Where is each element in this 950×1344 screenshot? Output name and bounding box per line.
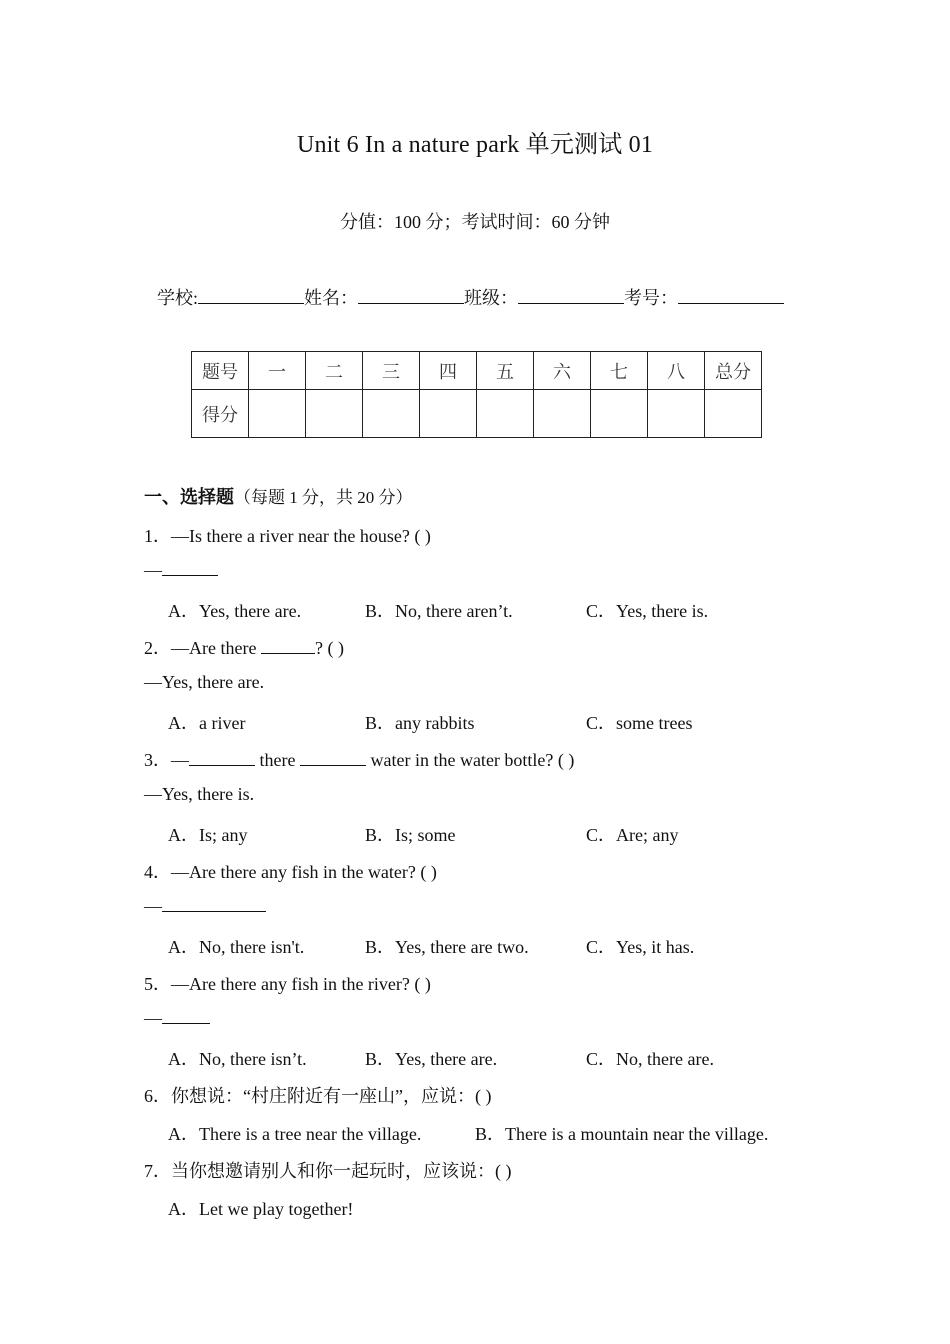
score-cell[interactable] — [534, 390, 591, 438]
number-label: 考号： — [624, 288, 679, 308]
score-table-header-cell: 二 — [306, 352, 363, 390]
q7-option-a: A．Let we play together! — [168, 1199, 354, 1219]
student-info-line — [157, 284, 784, 310]
q2-text-end: ? ( ) — [314, 638, 344, 658]
q4-option-b: B．Yes, there are two. — [365, 937, 529, 957]
q2-option-b: B．any rabbits — [365, 713, 475, 733]
score-table-header-cell: 三 — [363, 352, 420, 390]
q1-option-c: C．Yes, there is. — [586, 601, 709, 621]
score-cell[interactable] — [420, 390, 477, 438]
score-cell[interactable] — [249, 390, 306, 438]
answer-dash: — — [144, 560, 162, 580]
school-label: 学校: — [157, 288, 199, 308]
score-cell[interactable] — [591, 390, 648, 438]
answer-line-2: —Yes, there are. — [144, 672, 265, 692]
score-table-header-cell: 四 — [420, 352, 477, 390]
q2-option-c: C．some trees — [586, 713, 693, 733]
score-info: 分值：100 分；考试时间：60 分钟 — [340, 212, 610, 232]
q3-text-end: water in the water bottle? ( ) — [365, 750, 575, 770]
q4-option-c: C．Yes, it has. — [586, 937, 695, 957]
score-table-header-cell: 一 — [249, 352, 306, 390]
score-table-header-cell: 题号 — [192, 352, 249, 390]
answer-line-4 — [144, 896, 266, 917]
question-1: 1．—Is there a river near the house? ( ) — [144, 526, 431, 546]
answer-blank — [162, 1008, 210, 1024]
q3-option-a: A．Is; any — [168, 825, 248, 845]
score-table-header-cell: 七 — [591, 352, 648, 390]
q1-option-a: A．Yes, there are. — [168, 601, 302, 621]
answer-line-1 — [144, 560, 218, 581]
section-title: 一、选择题 — [144, 487, 234, 507]
score-table-header-cell: 总分 — [705, 352, 762, 390]
school-blank — [198, 286, 304, 304]
score-cell[interactable] — [477, 390, 534, 438]
q5-option-a: A．No, there isn’t. — [168, 1049, 307, 1069]
section-heading — [144, 483, 413, 509]
number-blank — [678, 286, 784, 304]
class-label: 班级： — [464, 288, 519, 308]
score-table-header-cell: 五 — [477, 352, 534, 390]
q2-text-start: 2．—Are there — [144, 638, 261, 658]
score-cell[interactable] — [306, 390, 363, 438]
q3-option-b: B．Is; some — [365, 825, 456, 845]
q2-option-a: A．a river — [168, 713, 246, 733]
q2-blank — [261, 638, 315, 654]
q5-option-c: C．No, there are. — [586, 1049, 714, 1069]
q3-text-start: 3．— — [144, 750, 189, 770]
score-cell[interactable] — [705, 390, 762, 438]
answer-line-5 — [144, 1008, 210, 1029]
class-blank — [518, 286, 624, 304]
score-table-score-row — [192, 390, 762, 438]
score-row-label: 得分 — [192, 390, 249, 438]
q6-option-a: A．There is a tree near the village. — [168, 1124, 422, 1144]
question-4: 4．—Are there any fish in the water? ( ) — [144, 862, 437, 882]
question-6: 6．你想说：“村庄附近有一座山”，应说：( ) — [144, 1086, 492, 1106]
name-label: 姓名： — [304, 288, 359, 308]
answer-dash: — — [144, 896, 162, 916]
score-cell[interactable] — [648, 390, 705, 438]
answer-blank — [162, 560, 218, 576]
q3-option-c: C．Are; any — [586, 825, 679, 845]
name-blank — [358, 286, 464, 304]
score-table-header-cell: 八 — [648, 352, 705, 390]
question-5: 5．—Are there any fish in the river? ( ) — [144, 974, 431, 994]
q3-blank-1 — [189, 750, 255, 766]
score-cell[interactable] — [363, 390, 420, 438]
question-2 — [144, 634, 344, 660]
page-title: Unit 6 In a nature park 单元测试 01 — [296, 132, 654, 158]
section-note: （每题 1 分，共 20 分） — [234, 488, 413, 507]
q4-option-a: A．No, there isn't. — [168, 937, 305, 957]
answer-line-3: —Yes, there is. — [144, 784, 255, 804]
score-table-header-row — [192, 352, 762, 390]
answer-dash: — — [144, 1008, 162, 1028]
answer-blank — [162, 896, 266, 912]
q3-blank-2 — [300, 750, 366, 766]
q5-option-b: B．Yes, there are. — [365, 1049, 498, 1069]
question-3 — [144, 746, 574, 772]
q1-option-b: B．No, there aren’t. — [365, 601, 513, 621]
q3-text-mid: there — [255, 750, 300, 770]
question-7: 7．当你想邀请别人和你一起玩时，应该说：( ) — [144, 1161, 512, 1181]
score-table-header-cell: 六 — [534, 352, 591, 390]
score-table — [191, 351, 762, 438]
q6-option-b: B．There is a mountain near the village. — [475, 1124, 769, 1144]
